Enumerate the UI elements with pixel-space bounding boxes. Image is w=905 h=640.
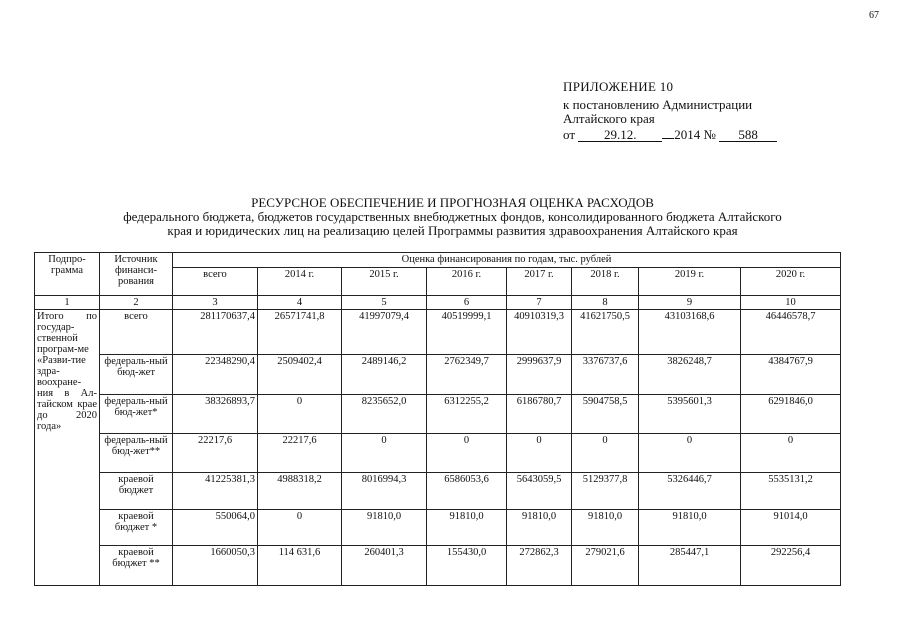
source-cell: федераль-ный бюд-жет** xyxy=(100,434,173,473)
date-underline-gap xyxy=(662,138,674,139)
value-cell: 8016994,3 xyxy=(342,473,427,510)
value-cell: 155430,0 xyxy=(427,546,507,586)
header-year: 2014 г. xyxy=(258,268,342,296)
appendix-line1: к постановлению Администрации xyxy=(563,97,753,112)
value-cell: 279021,6 xyxy=(572,546,639,586)
column-number: 1 xyxy=(35,296,100,310)
value-cell: 26571741,8 xyxy=(258,310,342,355)
value-cell: 22217,6 xyxy=(173,434,258,473)
title-main: РЕСУРСНОЕ ОБЕСПЕЧЕНИЕ И ПРОГНОЗНАЯ ОЦЕНКА РАСХОДОВ xyxy=(251,195,654,210)
value-cell: 40910319,3 xyxy=(507,310,572,355)
value-cell: 0 xyxy=(258,395,342,434)
table-row xyxy=(35,434,841,473)
value-cell: 6186780,7 xyxy=(507,395,572,434)
value-cell: 41997079,4 xyxy=(342,310,427,355)
value-cell: 8235652,0 xyxy=(342,395,427,434)
program-name-cell: Итого по государ-ственной програм-ме «Разви-тие здра-воохране-ния в Ал-тайском крае до 2020 года» xyxy=(35,310,100,586)
table-row xyxy=(35,546,841,586)
value-cell: 5904758,5 xyxy=(572,395,639,434)
value-cell: 91014,0 xyxy=(741,510,841,546)
source-cell: федераль-ный бюд-жет* xyxy=(100,395,173,434)
header-program: Подпро-грамма xyxy=(35,253,100,296)
value-cell: 6312255,2 xyxy=(427,395,507,434)
table-row xyxy=(35,473,841,510)
value-cell: 5535131,2 xyxy=(741,473,841,510)
table-row xyxy=(35,355,841,395)
header-row-1 xyxy=(35,253,841,268)
value-cell: 550064,0 xyxy=(173,510,258,546)
source-cell: краевой бюджет ** xyxy=(100,546,173,586)
funding-table xyxy=(34,252,841,586)
document-title xyxy=(0,196,905,238)
value-cell: 285447,1 xyxy=(639,546,741,586)
header-year: 2017 г. xyxy=(507,268,572,296)
source-cell: краевой бюджет * xyxy=(100,510,173,546)
table-row xyxy=(35,510,841,546)
value-cell: 41225381,3 xyxy=(173,473,258,510)
value-cell: 292256,4 xyxy=(741,546,841,586)
column-number: 8 xyxy=(572,296,639,310)
value-cell: 22348290,4 xyxy=(173,355,258,395)
column-number: 10 xyxy=(741,296,841,310)
column-number: 9 xyxy=(639,296,741,310)
value-cell: 40519999,1 xyxy=(427,310,507,355)
value-cell: 3826248,7 xyxy=(639,355,741,395)
value-cell: 272862,3 xyxy=(507,546,572,586)
title-sub1: федерального бюджета, бюджетов государственных внебюджетных фондов, консолидированного бюджета Алтайского xyxy=(123,209,782,224)
value-cell: 0 xyxy=(572,434,639,473)
value-cell: 38326893,7 xyxy=(173,395,258,434)
title-sub2: края и юридических лиц на реализацию целей Программы развития здравоохранения Алтайского края xyxy=(167,223,738,238)
value-cell: 91810,0 xyxy=(342,510,427,546)
value-cell: 5326446,7 xyxy=(639,473,741,510)
value-cell: 22217,6 xyxy=(258,434,342,473)
value-cell: 0 xyxy=(639,434,741,473)
column-number-row xyxy=(35,296,841,310)
table-row xyxy=(35,395,841,434)
column-number: 4 xyxy=(258,296,342,310)
value-cell: 6291846,0 xyxy=(741,395,841,434)
value-cell: 5395601,3 xyxy=(639,395,741,434)
header-year: 2020 г. xyxy=(741,268,841,296)
value-cell: 260401,3 xyxy=(342,546,427,586)
date-year: 2014 № xyxy=(674,127,716,142)
decree-number: 588 xyxy=(719,128,777,142)
header-year: всего xyxy=(173,268,258,296)
value-cell: 5643059,5 xyxy=(507,473,572,510)
column-number: 6 xyxy=(427,296,507,310)
value-cell: 0 xyxy=(741,434,841,473)
value-cell: 91810,0 xyxy=(507,510,572,546)
value-cell: 0 xyxy=(427,434,507,473)
value-cell: 91810,0 xyxy=(639,510,741,546)
value-cell: 0 xyxy=(342,434,427,473)
header-source: Источник финанси-рования xyxy=(100,253,173,296)
column-number: 2 xyxy=(100,296,173,310)
value-cell: 4988318,2 xyxy=(258,473,342,510)
header-year: 2016 г. xyxy=(427,268,507,296)
value-cell: 114 631,6 xyxy=(258,546,342,586)
appendix-line2: Алтайского края xyxy=(563,111,655,126)
value-cell: 1660050,3 xyxy=(173,546,258,586)
value-cell: 2762349,7 xyxy=(427,355,507,395)
value-cell: 2489146,2 xyxy=(342,355,427,395)
value-cell: 41621750,5 xyxy=(572,310,639,355)
source-cell: федераль-ный бюд-жет xyxy=(100,355,173,395)
value-cell: 5129377,8 xyxy=(572,473,639,510)
value-cell: 46446578,7 xyxy=(741,310,841,355)
table-row xyxy=(35,310,841,355)
date-value: 29.12. xyxy=(578,128,662,142)
source-cell: всего xyxy=(100,310,173,355)
value-cell: 0 xyxy=(258,510,342,546)
value-cell: 6586053,6 xyxy=(427,473,507,510)
column-number: 3 xyxy=(173,296,258,310)
header-year: 2019 г. xyxy=(639,268,741,296)
date-prefix: от xyxy=(563,127,576,142)
value-cell: 2999637,9 xyxy=(507,355,572,395)
header-estimate: Оценка финансирования по годам, тыс. рублей xyxy=(173,253,841,268)
value-cell: 43103168,6 xyxy=(639,310,741,355)
header-year: 2015 г. xyxy=(342,268,427,296)
page-number: 67 xyxy=(869,10,879,21)
value-cell: 3376737,6 xyxy=(572,355,639,395)
value-cell: 0 xyxy=(507,434,572,473)
source-cell: краевой бюджет xyxy=(100,473,173,510)
value-cell: 2509402,4 xyxy=(258,355,342,395)
appendix-date-row xyxy=(563,128,777,142)
appendix-title: ПРИЛОЖЕНИЕ 10 xyxy=(563,79,674,94)
value-cell: 91810,0 xyxy=(427,510,507,546)
appendix-block xyxy=(563,80,777,142)
column-number: 5 xyxy=(342,296,427,310)
header-year: 2018 г. xyxy=(572,268,639,296)
column-number: 7 xyxy=(507,296,572,310)
value-cell: 281170637,4 xyxy=(173,310,258,355)
value-cell: 4384767,9 xyxy=(741,355,841,395)
value-cell: 91810,0 xyxy=(572,510,639,546)
